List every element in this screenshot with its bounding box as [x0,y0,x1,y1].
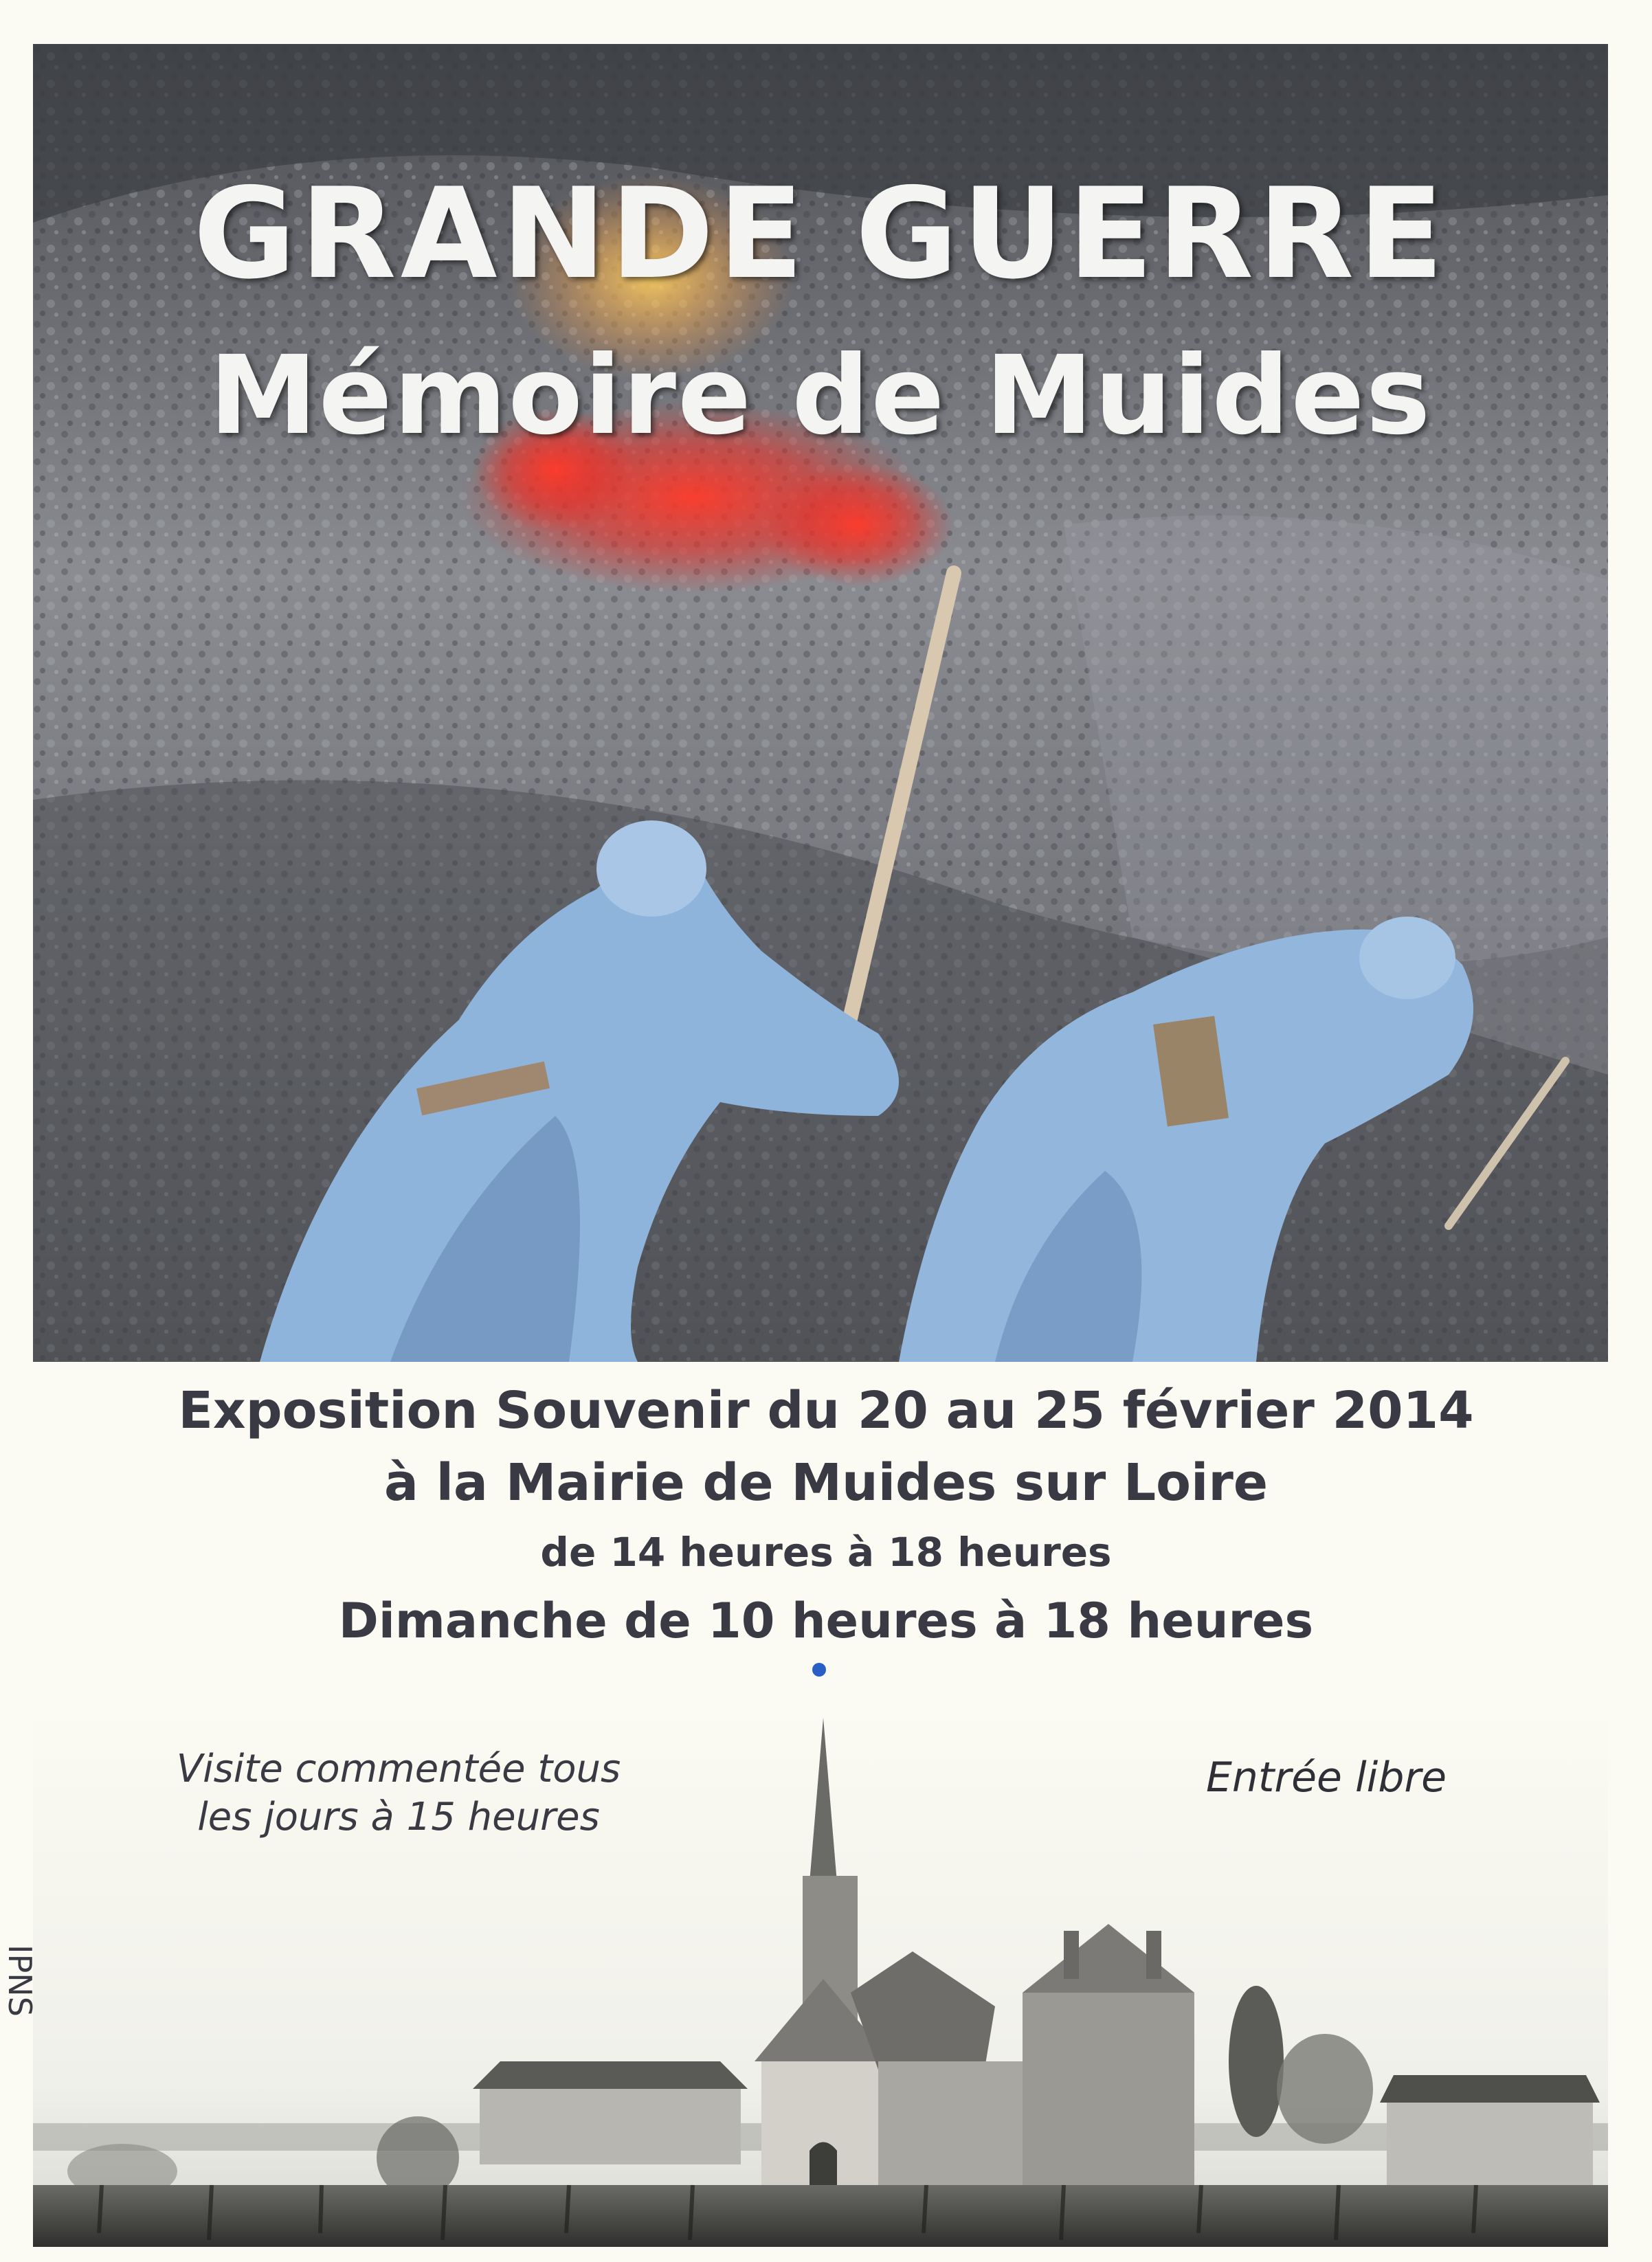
opening-hours: de 14 heures à 18 heures [540,1529,1112,1576]
exhibition-location: à la Mairie de Muides sur Loire [383,1453,1269,1512]
guided-visit-note [158,1745,639,1841]
free-entry-note: Entrée libre [1205,1754,1447,1802]
guided-visit-line-1: Visite commentée tous [176,1747,621,1791]
poster-title: GRANDE GUERRE [193,161,1448,306]
ink-dot [812,1663,826,1677]
poster-subtitle: Mémoire de Muides [209,333,1432,459]
trench-photo [33,44,1608,1362]
ipns-mark: IPNS [1,1945,38,2017]
sunday-hours: Dimanche de 10 heures à 18 heures [338,1593,1314,1649]
guided-visit-line-2: les jours à 15 heures [197,1795,600,1839]
exhibition-dates: Exposition Souvenir du 20 au 25 février 2014 [178,1381,1474,1440]
